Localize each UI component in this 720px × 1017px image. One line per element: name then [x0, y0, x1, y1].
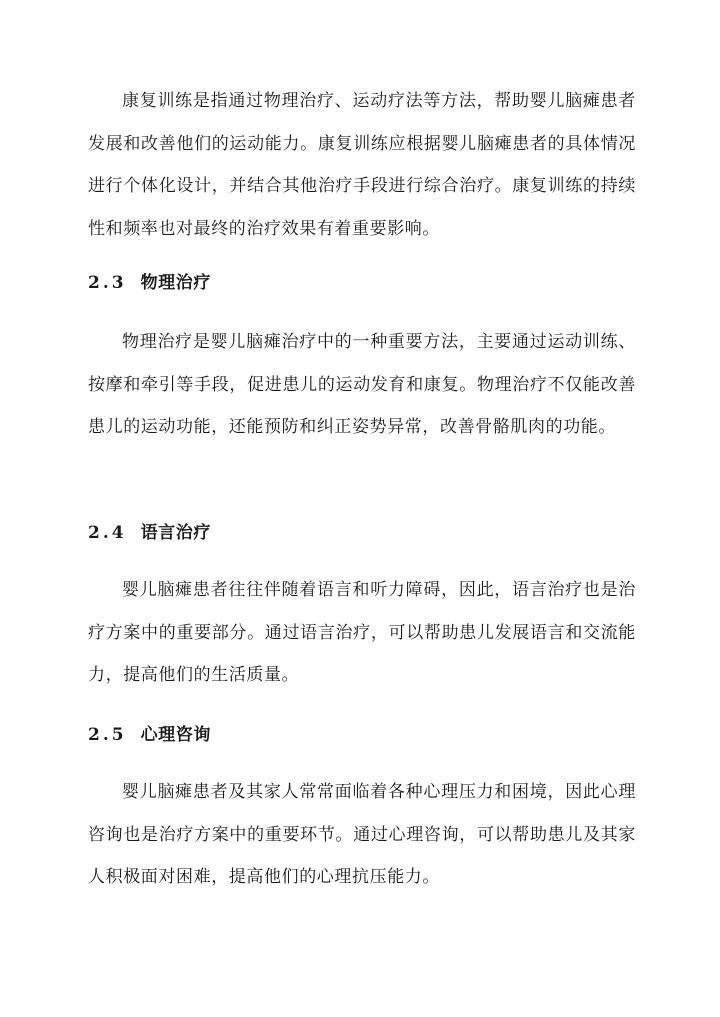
- section-heading-physical-therapy: [88, 271, 211, 295]
- speech-therapy-paragraph: 婴儿脑瘫患者往往伴随着语言和听力障碍，因此，语言治疗也是治疗方案中的重要部分。通过语言治疗，可以帮助患儿发展语言和交流能力，提高他们的生活质量。: [88, 580, 636, 686]
- section-number: 2.3: [88, 273, 127, 293]
- section-number: 2.4: [88, 523, 127, 543]
- section-heading-psychological-counseling: [88, 723, 211, 747]
- physical-therapy-paragraph: 物理治疗是婴儿脑瘫治疗中的一种重要方法，主要通过运动训练、按摩和牵引等手段，促进患儿的运动发育和康复。物理治疗不仅能改善患儿的运动功能，还能预防和纠正姿势异常，改善骨骼肌肉的功能。: [88, 332, 636, 438]
- section-title: 物理治疗: [140, 273, 211, 293]
- psychological-counseling-paragraph: 婴儿脑瘫患者及其家人常常面临着各种心理压力和困境，因此心理咨询也是治疗方案中的重要环节。通过心理咨询，可以帮助患儿及其家人积极面对困难，提高他们的心理抗压能力。: [88, 782, 636, 888]
- section-title: 语言治疗: [140, 523, 211, 543]
- section-title: 心理咨询: [140, 725, 211, 745]
- rehab-training-paragraph: 康复训练是指通过物理治疗、运动疗法等方法，帮助婴儿脑瘫患者发展和改善他们的运动能力。康复训练应根据婴儿脑瘫患者的具体情况进行个体化设计，并结合其他治疗手段进行综合治疗。康复训练的持续性和频率也对最终的治疗效果有着重要影响。: [88, 91, 636, 239]
- section-heading-speech-therapy: [88, 521, 211, 545]
- section-number: 2.5: [88, 725, 127, 745]
